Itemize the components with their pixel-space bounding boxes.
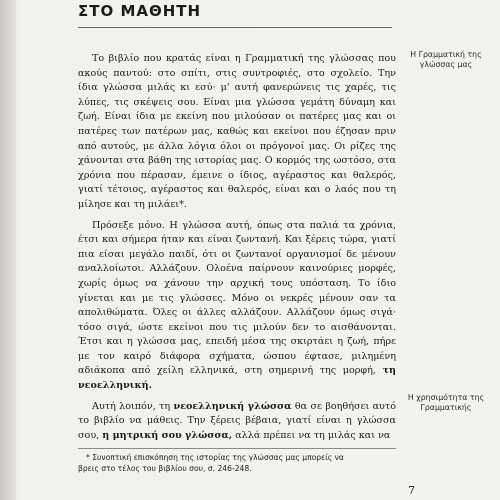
- paragraph-3-bold-a: νεοελληνική γλώσσα: [173, 400, 292, 412]
- margin-note-grammar: Η Γραμματική της γλώσσας μας: [410, 50, 482, 69]
- page-number: 7: [408, 484, 415, 497]
- heading-rule: [78, 27, 392, 28]
- footnote-rule: [78, 448, 396, 449]
- page-heading: ΣΤΟ ΜΑΘΗΤΗ: [78, 2, 202, 20]
- paragraph-1: [78, 52, 396, 213]
- paragraph-3: [78, 400, 396, 444]
- paragraph-3-text-c: αλλά πρέπει να τη μιλάς και να: [235, 429, 391, 441]
- paragraph-2: [78, 219, 396, 394]
- paragraph-3-bold-b: η μητρική σου γλώσσα,: [102, 429, 233, 441]
- paragraph-2-bold: τη νεοελληνική.: [78, 365, 396, 392]
- footnote-line-2: βρεις στο τέλος του βιβλίου σου, σ. 246-248.: [78, 464, 252, 473]
- paragraph-3-text-b: θα σε βοηθήσει αυτό το βιβλίο να μάθεις. Την ξέρεις βέβαια, γιατί είναι η γλώσσα σου,: [78, 400, 396, 441]
- margin-note-usefulness: Η χρησιμότητα της Γραμματικής: [407, 393, 485, 412]
- book-spine-shadow: [0, 0, 16, 500]
- paragraph-2-text: Πρόσεξε μόνο. Η γλώσσα αυτή, όπως στα παλιά τα χρόνια, έτσι και σήμερα ήταν και είναι ζωντανή. Και ξέρεις τώρα, γιατί πια είσαι μεγάλο παιδί, ότι οι ζωντανοί οργανισμοί δε μένουν αναλλοίωτοι. Αλλάζουν. Ολοένα παίρνουν καινούριες μορφές, χωρίς όμως να χάνουν την αρχική τους υπόσταση. Το ίδιο γίνεται και με τις γλώσσες. Μόνο οι νεκρές μένουν σαν τα απολιθώματα. Όλες οι άλλες αλλάζουν. Αλλάζουν όμως σιγά· τόσο σιγά, ώστε εκείνοι που τις μιλούν δεν το αισθάνονται. Έτσι και η γλώσσα μας, επειδή μέσα της σκιρτάει η ζωή, πήρε με τον καιρό διάφορα σχήματα, ώσπου έφτασε, μιλημένη αδιάκοπα από χείλη ελληνικά, στη σημερινή της μορφή,: [78, 219, 396, 377]
- footnote-line-1: * Συνοπτική επισκόπηση της ιστορίας της γλώσσας μας μπορείς να: [86, 453, 344, 462]
- main-text: [78, 52, 396, 449]
- paragraph-3-text-a: Αυτή λοιπόν, τη: [92, 400, 171, 412]
- paragraph-1-text: Το βιβλίο που κρατάς είναι η Γραμματική της γλώσσας που ακούς παντού: στο σπίτι, στις συντροφιές, στο σχολείο. Την ίδια γλώσσα μιλάς κι εσύ· μ' αυτή φανερώνεις τις χαρές, τις λύπες, τις σκέψεις σου. Είναι μια γλώσσα γεμάτη δύναμη και ζωή. Είναι ίδια με εκείνη που μιλούσαν οι πατέρες μας και οι πατέρες των πατέρων μας, καθώς και εκείνοι που έζησαν πριν από αυτούς, με άλλα λόγια όλοι οι πρόγονοί μας. Οι ρίζες της χάνονται στα βάθη της ιστορίας μας. Ο κορμός της ωστόσο, στα χρόνια που πέρασαν, έμεινε ο ίδιος, αγέραστος και θαλερός, γιατί τέτοιος, αγέραστος και θαλερός, είναι και ο λαός που τη μίλησε και τη μιλάει*.: [78, 53, 396, 210]
- footnote: [78, 452, 396, 474]
